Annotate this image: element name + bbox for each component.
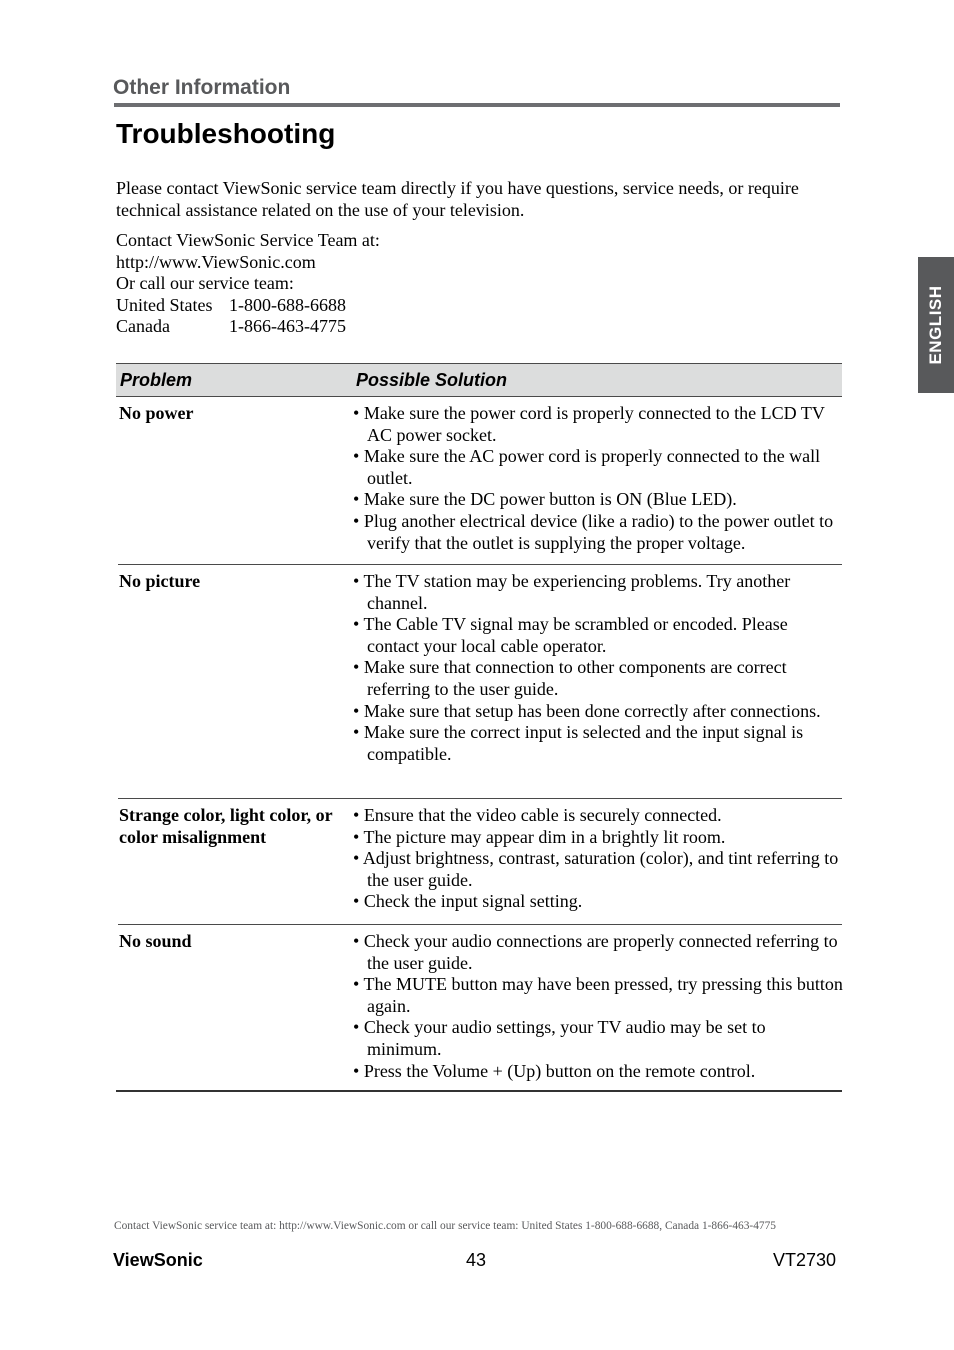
solution-item: • The Cable TV signal may be scrambled or encoded. Please contact your local cable operator. (353, 614, 788, 656)
problem-cell: No sound (119, 931, 192, 951)
table-row (116, 925, 842, 1092)
phone-country: United States (116, 294, 213, 315)
solution-item: • Make sure the correct input is selected and the input signal is compatible. (353, 722, 804, 764)
language-tab-label: ENGLISH (926, 285, 945, 365)
problem-cell: Strange color, light color, or color misalignment (119, 805, 333, 847)
page-title: Troubleshooting (116, 118, 336, 149)
phone-number: 1-800-688-6688 (229, 294, 346, 315)
solution-item: • Make sure the AC power cord is properly connected to the wall outlet. (353, 446, 821, 488)
table-row (116, 565, 842, 799)
solution-item: • The TV station may be experiencing problems. Try another channel. (353, 571, 791, 613)
solution-item: • Plug another electrical device (like a radio) to the power outlet to verify that the outlet is supplying the proper voltage. (353, 510, 834, 553)
section-divider (114, 103, 840, 107)
solution-item: • Check your audio connections are properly connected referring to the user guide. (353, 931, 838, 973)
solution-item: • Adjust brightness, contrast, saturation (color), and tint referring to the user guide. (353, 848, 839, 890)
solution-cell (353, 571, 843, 765)
solution-cell (353, 403, 843, 554)
phone-row (116, 295, 380, 317)
solution-item: • Make sure the DC power button is ON (Blue LED). (353, 489, 737, 510)
footer-contact: Contact ViewSonic service team at: http://www.ViewSonic.com or call our service team: United States 1-800-688-6688, Canada 1-866-463-4775 (114, 1220, 776, 1232)
solution-item: • Make sure that connection to other components are correct referring to the user guide. (353, 657, 787, 699)
contact-block (116, 230, 380, 338)
contact-line: Or call our service team: (116, 273, 294, 293)
solution-item: • Ensure that the video cable is securely connected. (353, 805, 722, 825)
column-header-problem: Problem (120, 370, 193, 390)
troubleshooting-table (116, 363, 842, 1092)
solution-item: • Make sure that setup has been done correctly after connections. (353, 700, 821, 721)
contact-url: http://www.ViewSonic.com (116, 251, 316, 272)
table-row (116, 397, 842, 565)
solution-item: • The picture may appear dim in a brightly lit room. (353, 826, 726, 847)
phone-country: Canada (116, 316, 170, 336)
footer-brand: ViewSonic (113, 1250, 203, 1270)
solution-cell (353, 931, 843, 1082)
page-number: 43 (466, 1250, 487, 1270)
section-header: Other Information (113, 76, 291, 99)
solution-item: • Make sure the power cord is properly connected to the LCD TV AC power socket. (353, 403, 825, 445)
solution-item: • Check your audio settings, your TV audio may be set to minimum. (353, 1017, 766, 1059)
table-header-row (116, 363, 842, 397)
footer-model: VT2730 (773, 1250, 837, 1270)
table-bottom-rule (116, 1090, 842, 1092)
contact-line: Contact ViewSonic Service Team at: (116, 230, 380, 250)
column-header-solution: Possible Solution (356, 370, 508, 390)
solution-item: • Check the input signal setting. (353, 891, 583, 912)
table-row (116, 799, 842, 925)
phone-number: 1-866-463-4775 (229, 316, 346, 336)
problem-cell: No picture (119, 571, 201, 591)
solution-item: • The MUTE button may have been pressed, try pressing this button again. (353, 974, 843, 1016)
phone-row (116, 316, 380, 338)
intro-paragraph: Please contact ViewSonic service team directly if you have questions, service needs, or require technical assistance related on the use of your television. (116, 178, 799, 220)
problem-cell: No power (119, 403, 194, 423)
language-tab (918, 257, 954, 393)
solution-cell (353, 805, 843, 913)
solution-item: • Press the Volume + (Up) button on the remote control. (353, 1060, 756, 1081)
